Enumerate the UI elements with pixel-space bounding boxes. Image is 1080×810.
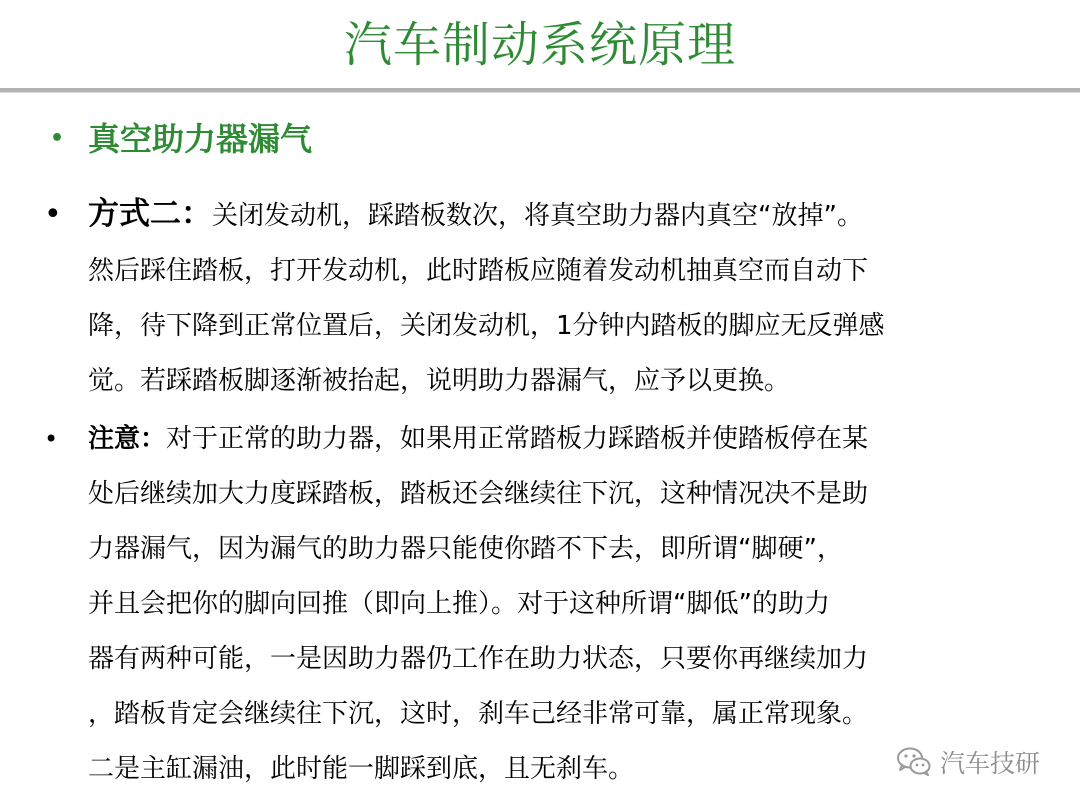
method2-line: 降，待下降到正常位置后，关闭发动机，1分钟内踏板的脚应无反弹感 <box>88 311 885 341</box>
method2-paragraph <box>88 187 1018 409</box>
method2-label: 方式二： <box>88 196 212 232</box>
method2-bullet: • <box>44 197 62 232</box>
note-line: 器有两种可能，一是因助力器仍工作在助力状态，只要你再继续加力 <box>88 644 869 674</box>
heading-bullet: • <box>50 126 65 151</box>
method2-line: 然后踩住踏板，打开发动机，此时踏板应随着发动机抽真空而自动下 <box>88 256 869 286</box>
note-line: 二是主缸漏油，此时能一脚踩到底，且无刹车。 <box>88 754 635 784</box>
watermark <box>896 740 1040 784</box>
section-heading <box>50 114 312 164</box>
heading-text: 真空助力器漏气 <box>88 120 313 158</box>
note-line: 处后继续加大力度踩踏板，踏板还会继续往下沉，这种情况决不是助 <box>88 479 869 509</box>
watermark-text: 汽车技研 <box>940 749 1041 778</box>
method2-line: 觉。若踩踏板脚逐渐被抬起，说明助力器漏气，应予以更换。 <box>88 366 791 396</box>
note-label: 注意： <box>88 424 167 454</box>
method2-line: 方式二：关闭发动机，踩踏板数次，将真空助力器内真空“放掉”。 <box>88 196 863 232</box>
wechat-icon <box>896 746 932 778</box>
note-line: ，踏板肯定会继续往下沉，这时，刹车己经非常可靠，属正常现象。 <box>88 699 869 729</box>
note-line: 力器漏气，因为漏气的助力器只能使你踏不下去，即所谓“脚硬”， <box>88 534 843 564</box>
title-divider <box>0 88 1080 93</box>
note-line: 注意：对于正常的助力器，如果用正常踏板力踩踏板并使踏板停在某 <box>88 424 869 454</box>
slide-title: 汽车制动系统原理 <box>343 17 736 73</box>
note-line: 并且会把你的脚向回推（即向上推）。对于这种所谓“脚低”的助力 <box>88 589 830 619</box>
note-paragraph <box>88 412 1018 797</box>
note-bullet: • <box>44 425 59 453</box>
